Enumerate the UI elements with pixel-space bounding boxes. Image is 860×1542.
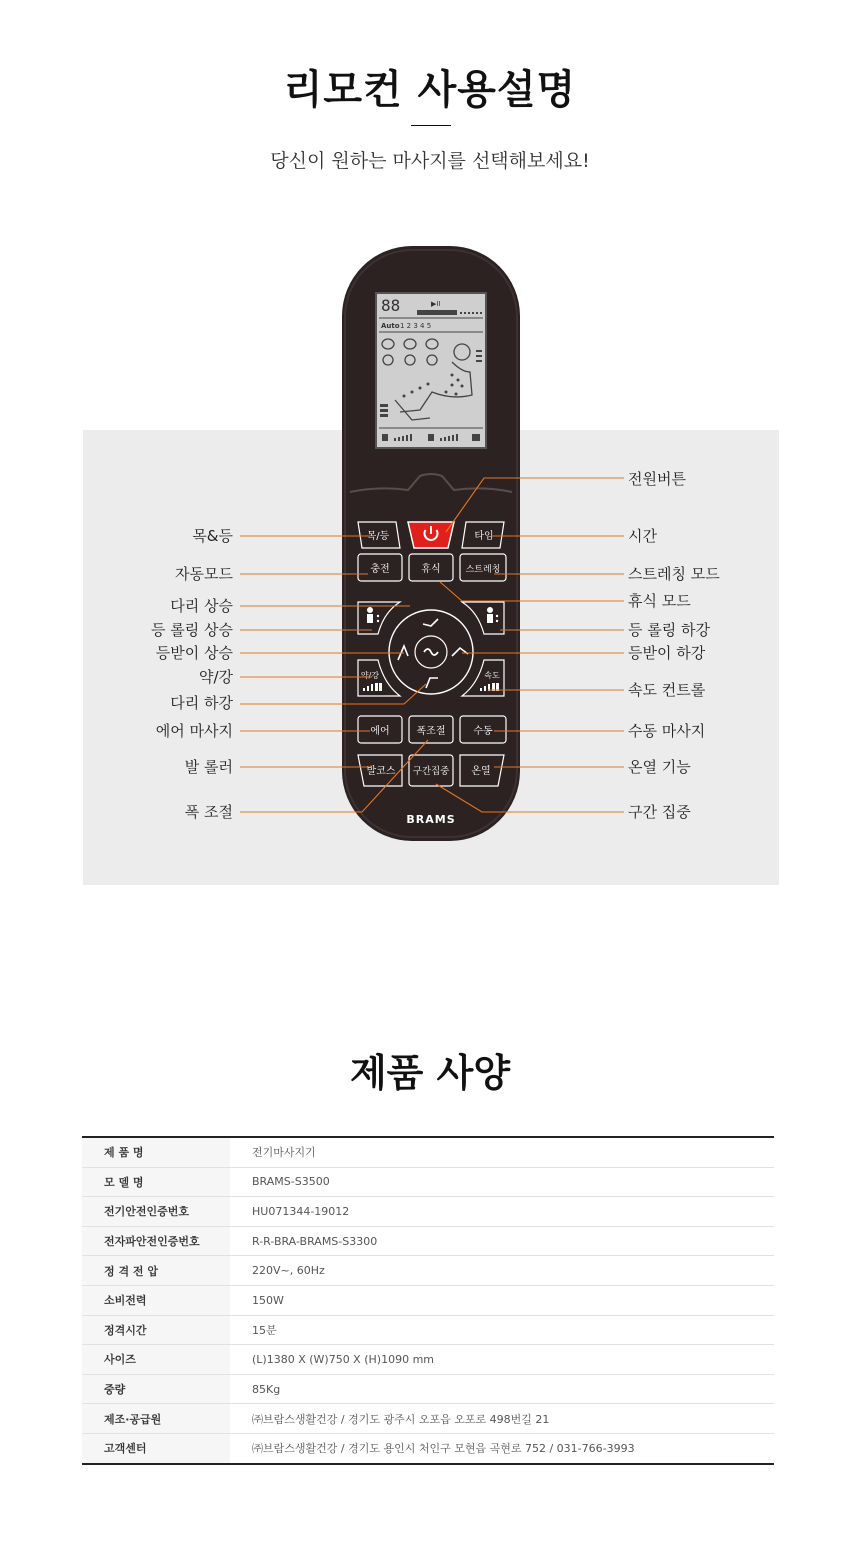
label-heat-function: 온열 기능 bbox=[628, 758, 691, 776]
lcd-levels: 1 2 3 4 5 bbox=[400, 322, 432, 330]
heat-button-label: 온열 bbox=[471, 766, 491, 777]
spec-key: 정격시간 bbox=[82, 1315, 230, 1345]
spec-key: 제 품 명 bbox=[82, 1137, 230, 1167]
strength-button-label: 약/강 bbox=[360, 671, 380, 680]
spec-value: 전기마사지기 bbox=[230, 1137, 774, 1167]
spec-value: ㈜브람스생활건강 / 경기도 용인시 처인구 모현읍 곡현로 752 / 031-766-3993 bbox=[252, 1442, 635, 1456]
lcd-digits: 88 bbox=[381, 296, 401, 315]
lcd-auto: Auto bbox=[381, 322, 400, 330]
lcd-play-icon: ▶II bbox=[431, 300, 441, 308]
stretch-button-label: 스트레칭 bbox=[465, 565, 501, 575]
label-auto-mode: 자동모드 bbox=[175, 565, 233, 583]
label-foot-roller: 발 롤러 bbox=[184, 758, 233, 776]
section-button-label: 구간집중 bbox=[412, 766, 450, 777]
label-rest-mode: 휴식 모드 bbox=[628, 592, 691, 610]
label-roll-up: 등 롤링 상승 bbox=[151, 621, 233, 639]
spec-value: 150W bbox=[230, 1285, 774, 1315]
spec-value: R-R-BRA-BRAMS-S3300 bbox=[230, 1226, 774, 1256]
label-neck-back: 목&등 bbox=[192, 527, 233, 545]
manual-button-label: 수동 bbox=[473, 726, 493, 737]
section-button[interactable] bbox=[409, 755, 453, 786]
lcd-screen bbox=[376, 293, 486, 448]
heat-button[interactable] bbox=[460, 755, 504, 786]
table-row bbox=[82, 1137, 774, 1167]
manual-button[interactable] bbox=[460, 716, 506, 743]
spec-value: 15분 bbox=[230, 1315, 774, 1345]
table-row bbox=[82, 1167, 774, 1197]
label-strength: 약/강 bbox=[198, 668, 233, 686]
table-row bbox=[82, 1226, 774, 1256]
table-row bbox=[82, 1404, 774, 1434]
speed-button-label: 속도 bbox=[484, 671, 500, 680]
table-row bbox=[82, 1345, 774, 1375]
rest-button[interactable] bbox=[409, 554, 453, 581]
label-manual-massage: 수동 마사지 bbox=[628, 722, 706, 740]
spec-key: 중량 bbox=[82, 1374, 230, 1404]
spec-key: 전자파안전인증번호 bbox=[82, 1226, 230, 1256]
spec-value: 220V~, 60Hz bbox=[230, 1256, 774, 1286]
spec-value: BRAMS-S3500 bbox=[230, 1167, 774, 1197]
label-power-button: 전원버튼 bbox=[628, 470, 686, 488]
table-row bbox=[82, 1285, 774, 1315]
stretch-button[interactable] bbox=[460, 554, 506, 581]
spec-key: 고객센터 bbox=[82, 1433, 230, 1463]
label-backrest-up: 등받이 상승 bbox=[155, 644, 233, 662]
foot-button[interactable] bbox=[358, 755, 402, 786]
power-button[interactable] bbox=[408, 522, 454, 548]
spec-value: HU071344-19012 bbox=[230, 1197, 774, 1227]
table-row bbox=[82, 1315, 774, 1345]
spec-key: 정 격 전 압 bbox=[82, 1256, 230, 1286]
table-row bbox=[82, 1433, 774, 1463]
label-section-focus: 구간 집중 bbox=[628, 803, 691, 821]
rest-button-label: 휴식 bbox=[421, 564, 441, 575]
width-button[interactable] bbox=[409, 716, 453, 743]
air-button-label: 에어 bbox=[370, 726, 390, 737]
spec-key: 전기안전인증번호 bbox=[82, 1197, 230, 1227]
spec-title: 제품 사양 bbox=[349, 1051, 511, 1095]
remote-guide-subtitle: 당신이 원하는 마사지를 선택해보세요! bbox=[270, 150, 590, 172]
label-timer: 시간 bbox=[628, 527, 657, 545]
brand-logo: BRAMS bbox=[406, 813, 456, 826]
charge-button[interactable] bbox=[358, 554, 402, 581]
neck-back-button-label: 목/등 bbox=[366, 531, 390, 542]
spec-key: 사이즈 bbox=[82, 1345, 230, 1375]
label-roll-down: 등 롤링 하강 bbox=[628, 621, 710, 639]
table-row bbox=[82, 1256, 774, 1286]
spec-value: 85Kg bbox=[230, 1374, 774, 1404]
remote-guide-title: 리모컨 사용설명 bbox=[283, 67, 577, 113]
timer-button-label: 타임 bbox=[474, 531, 494, 542]
spec-key: 소비전력 bbox=[82, 1285, 230, 1315]
label-air-massage: 에어 마사지 bbox=[155, 722, 233, 740]
label-width-adjust: 폭 조절 bbox=[184, 803, 233, 821]
width-button-label: 폭조절 bbox=[416, 726, 446, 737]
timer-button[interactable] bbox=[462, 522, 504, 548]
spec-value: ㈜브람스생활건강 / 경기도 광주시 오포읍 오포로 498번길 21 bbox=[230, 1404, 774, 1434]
label-backrest-down: 등받이 하강 bbox=[628, 644, 706, 662]
neck-back-button[interactable] bbox=[358, 522, 400, 548]
spec-table bbox=[82, 1136, 774, 1465]
spec-key: 모 델 명 bbox=[82, 1167, 230, 1197]
table-row bbox=[82, 1197, 774, 1227]
spec-key: 제조·공급원 bbox=[82, 1404, 230, 1434]
air-button[interactable] bbox=[358, 716, 402, 743]
foot-button-label: 발코스 bbox=[366, 766, 396, 777]
label-stretch-mode: 스트레칭 모드 bbox=[628, 565, 720, 583]
direction-pad[interactable] bbox=[389, 610, 473, 694]
label-leg-up: 다리 상승 bbox=[170, 597, 233, 615]
label-leg-down: 다리 하강 bbox=[170, 694, 233, 712]
charge-button-label: 충전 bbox=[370, 564, 390, 575]
label-speed-control: 속도 컨트롤 bbox=[628, 681, 706, 699]
spec-value: (L)1380 X (W)750 X (H)1090 mm bbox=[230, 1345, 774, 1375]
table-row bbox=[82, 1374, 774, 1404]
